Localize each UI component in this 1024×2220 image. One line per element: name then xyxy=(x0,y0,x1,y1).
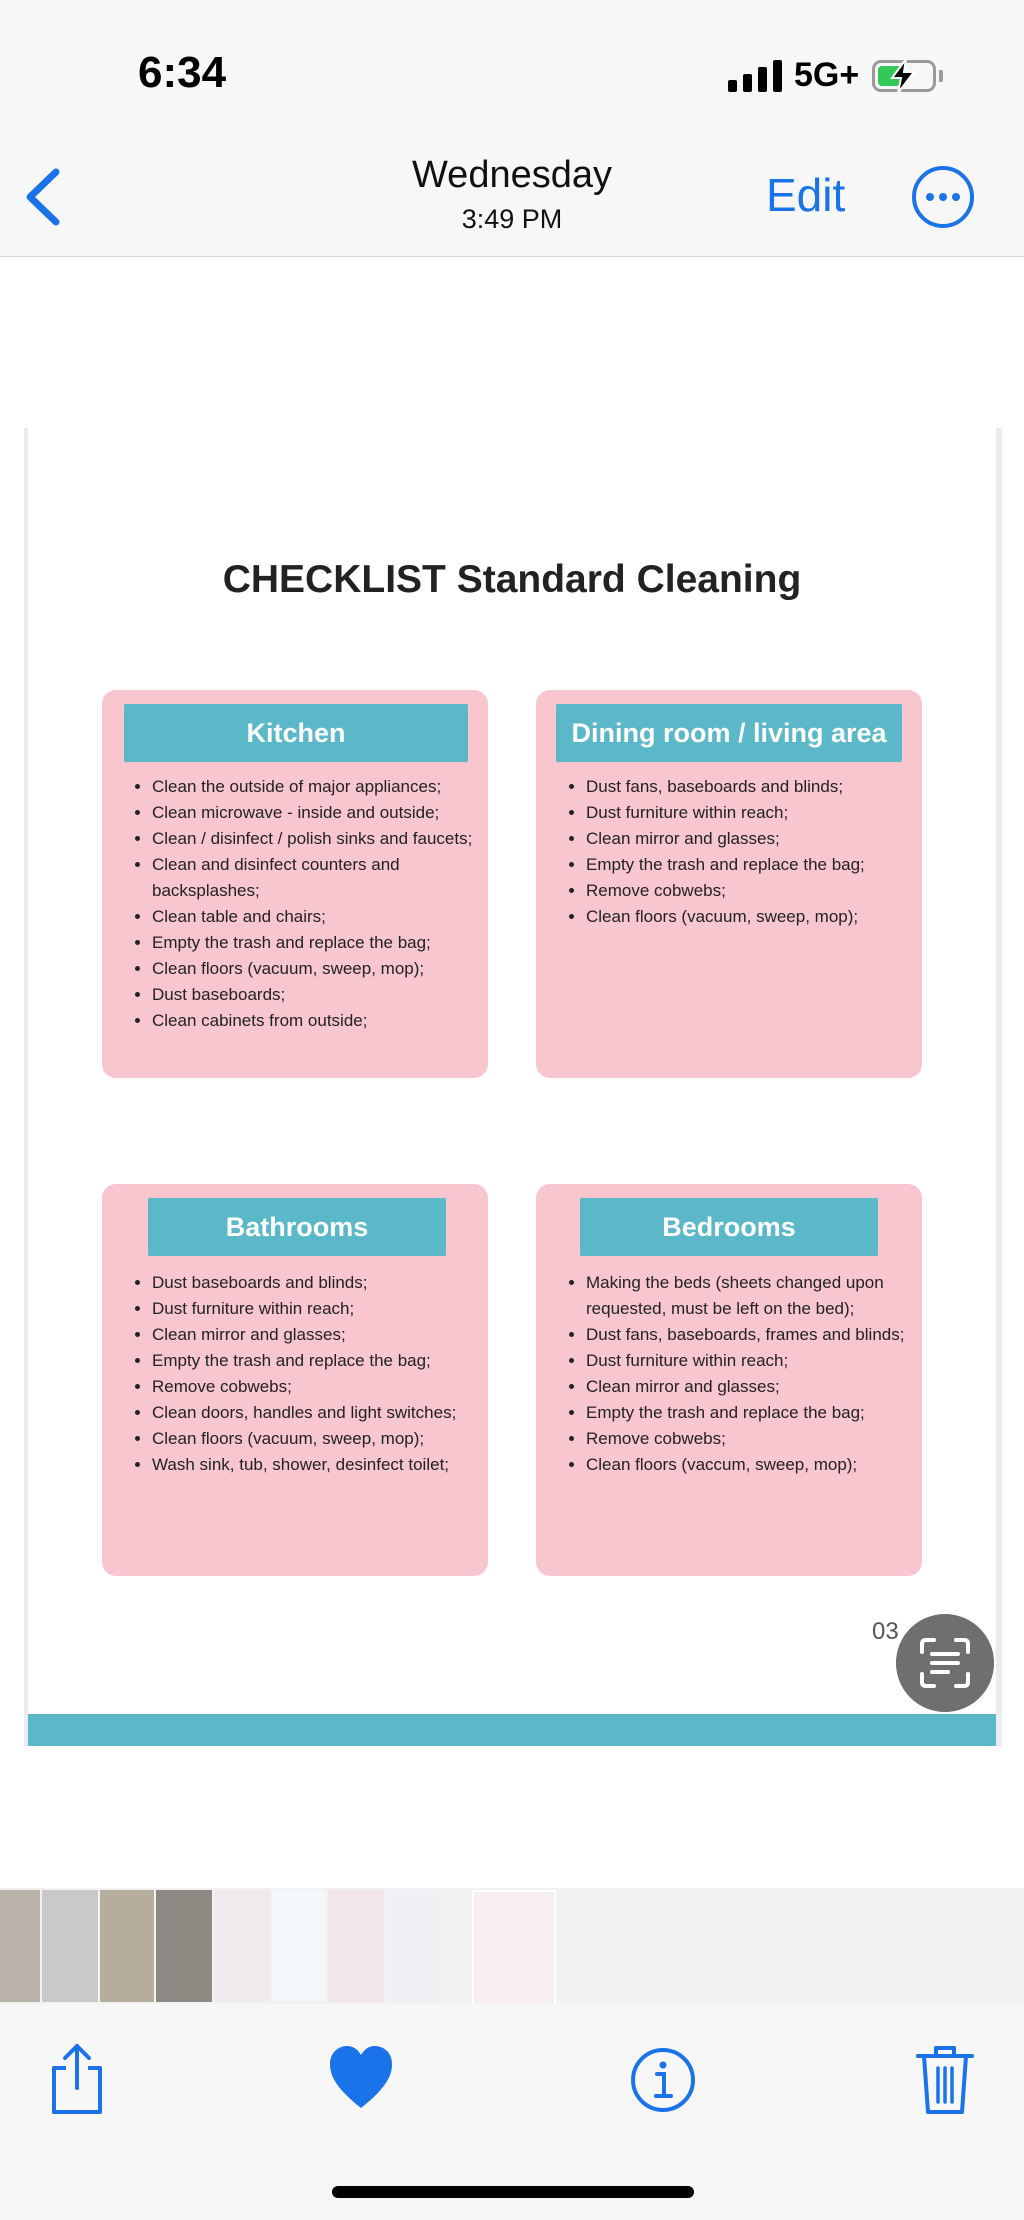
list-item: • Empty the trash and replace the bag; xyxy=(586,852,912,878)
section-heading: Dining room / living area xyxy=(556,704,902,762)
nav-title: Wednesday xyxy=(412,154,612,196)
info-icon[interactable] xyxy=(628,2038,698,2118)
list-item: • Empty the trash and replace the bag; xyxy=(586,1400,912,1426)
list-item: • Clean doors, handles and light switches; xyxy=(152,1400,478,1426)
list-item: • Dust baseboards; xyxy=(152,982,478,1008)
list-item: • Clean mirror and glasses; xyxy=(586,826,912,852)
edit-button[interactable]: Edit xyxy=(766,169,846,221)
photo-thumbnail[interactable] xyxy=(156,1890,212,2002)
list-item: • Making the beds (sheets changed upon requested, must be left on the bed); xyxy=(586,1270,912,1322)
section-list xyxy=(124,774,478,1034)
trash-icon[interactable] xyxy=(910,2038,980,2118)
list-item: • Clean floors (vacuum, sweep, mop); xyxy=(586,904,912,930)
page-number: 03 xyxy=(872,1618,899,1645)
section-list xyxy=(558,774,912,930)
section-card-kitchen xyxy=(102,690,488,1078)
list-item: • Clean mirror and glasses; xyxy=(152,1322,478,1348)
document-title: CHECKLIST Standard Cleaning xyxy=(222,558,802,601)
section-heading: Bedrooms xyxy=(580,1198,878,1256)
list-item: • Clean microwave - inside and outside; xyxy=(152,800,478,826)
section-card-bathrooms xyxy=(102,1184,488,1576)
list-item: • Clean floors (vaccum, sweep, mop); xyxy=(586,1452,912,1478)
thumbnail-strip[interactable] xyxy=(0,1888,1024,2004)
back-chevron-icon[interactable] xyxy=(18,164,68,230)
photo-thumbnail[interactable] xyxy=(0,1890,40,2002)
live-text-icon[interactable] xyxy=(896,1614,994,1712)
section-card-dining-room xyxy=(536,690,922,1078)
list-item: • Remove cobwebs; xyxy=(586,1426,912,1452)
list-item: • Clean mirror and glasses; xyxy=(586,1374,912,1400)
section-list xyxy=(124,1270,478,1478)
section-card-bedrooms xyxy=(536,1184,922,1576)
network-type: 5G+ xyxy=(794,56,860,94)
list-item: • Empty the trash and replace the bag; xyxy=(152,930,478,956)
section-list xyxy=(558,1270,912,1478)
home-indicator[interactable] xyxy=(332,2186,694,2198)
list-item: • Clean table and chairs; xyxy=(152,904,478,930)
list-item: • Clean / disinfect / polish sinks and faucets; xyxy=(152,826,478,852)
share-icon[interactable] xyxy=(42,2038,112,2118)
list-item: • Remove cobwebs; xyxy=(586,878,912,904)
list-item: • Dust fans, baseboards and blinds; xyxy=(586,774,912,800)
list-item: • Clean floors (vacuum, sweep, mop); xyxy=(152,956,478,982)
section-heading: Kitchen xyxy=(124,704,468,762)
section-heading: Bathrooms xyxy=(148,1198,446,1256)
more-options-icon[interactable] xyxy=(910,164,976,230)
list-item: • Empty the trash and replace the bag; xyxy=(152,1348,478,1374)
photo-thumbnail[interactable] xyxy=(214,1890,270,2002)
photo-thumbnail[interactable] xyxy=(272,1890,326,2002)
list-item: • Clean cabinets from outside; xyxy=(152,1008,478,1034)
status-time: 6:34 xyxy=(138,48,227,97)
list-item: • Wash sink, tub, shower, desinfect toilet; xyxy=(152,1452,478,1478)
list-item: • Dust furniture within reach; xyxy=(152,1296,478,1322)
photo-thumbnail[interactable] xyxy=(328,1890,384,2002)
page-footer-bar xyxy=(28,1714,996,1746)
list-item: • Clean floors (vacuum, sweep, mop); xyxy=(152,1426,478,1452)
nav-subtitle: 3:49 PM xyxy=(461,204,563,234)
photo-thumbnail[interactable] xyxy=(100,1890,154,2002)
list-item: • Dust fans, baseboards, frames and blinds; xyxy=(586,1322,912,1348)
photo-thumbnail[interactable] xyxy=(42,1890,98,2002)
heart-icon[interactable] xyxy=(326,2038,396,2118)
photo-thumbnail[interactable] xyxy=(386,1890,442,2002)
list-item: • Dust furniture within reach; xyxy=(586,1348,912,1374)
photo-document[interactable] xyxy=(28,428,996,1746)
charging-bolt-icon xyxy=(888,58,918,94)
nav-bar xyxy=(0,140,1024,257)
photo-thumbnail-selected[interactable] xyxy=(472,1890,556,2006)
list-item: • Clean and disinfect counters and backsplashes; xyxy=(152,852,478,904)
list-item: • Remove cobwebs; xyxy=(152,1374,478,1400)
status-bar xyxy=(0,0,1024,140)
list-item: • Clean the outside of major appliances; xyxy=(152,774,478,800)
list-item: • Dust baseboards and blinds; xyxy=(152,1270,478,1296)
list-item: • Dust furniture within reach; xyxy=(586,800,912,826)
cellular-signal-icon xyxy=(728,60,782,92)
